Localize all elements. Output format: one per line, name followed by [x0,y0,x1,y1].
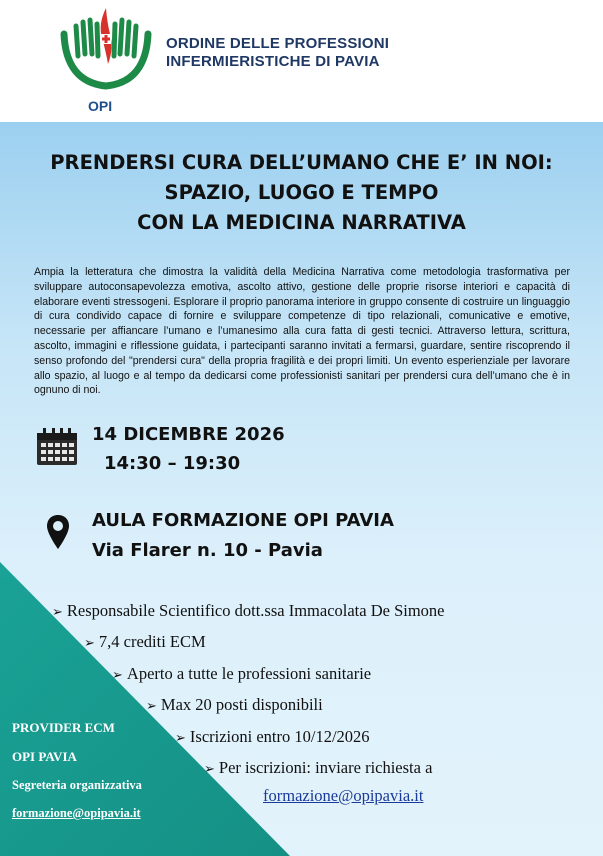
bullet-registration-deadline [175,727,370,747]
title-line-3: CON LA MEDICINA NARRATIVA [137,211,466,234]
bullet-text: 7,4 crediti ECM [98,632,206,651]
arrow-bullet-icon: ➢ [175,730,186,745]
bullet-text: Max 20 posti disponibili [160,695,323,714]
arrow-bullet-icon: ➢ [52,604,63,619]
event-title [0,148,603,238]
bullet-scientific-lead [52,601,445,621]
event-time: 14:30 – 19:30 [104,453,241,474]
event-description: Ampia la letteratura che dimostra la validità della Medicina Narrativa come metodologia trasformativa per sviluppare autoconsapevolezza emotiva, ascolto attivo, gestione delle proprie risorse interiori e capacità di elaborare eventi stressogeni. Esplorare il proprio panorama interiore in gruppo consente di costruire un linguaggio di cura condivido capace di fornire e sviluppare competenze di tipo relazionali, comunicative e emotive, necessarie per affiancare l’umano e l’umanesimo alla cura fatta di gesti tecnici. Attraverso lettura, scrittura, ascolto, immagini e riflessione guidata, i partecipanti saranno invitati a fermarsi, guardare, sentire riscoprendo il senso profondo del "prendersi cura" della propria fragilità e dei propri limiti. Un evento esperienziale per lavorare allo spazio, al luogo e al tempo da dedicarsi come professionisti sanitari per prendersi cura dell’umano che è in ognuno di noi. [34,266,570,397]
org-line-1: ORDINE DELLE PROFESSIONI [166,35,390,52]
bullet-text: Responsabile Scientifico dott.ssa Immacolata De Simone [66,601,445,620]
provider-label: PROVIDER ECM [12,720,115,735]
provider-name: OPI PAVIA [12,749,77,764]
organization-name [166,35,389,71]
bullet-max-seats [146,695,323,715]
arrow-bullet-icon: ➢ [84,635,95,650]
bullet-text: Aperto a tutte le professioni sanitarie [126,664,372,683]
bullet-text: Iscrizioni entro 10/12/2026 [189,727,370,746]
bullet-open-to [112,664,371,684]
logo-label: OPI [88,98,113,114]
event-venue: AULA FORMAZIONE OPI PAVIA [92,510,394,531]
calendar-icon [36,428,78,466]
title-line-1: PRENDERSI CURA DELL’UMANO CHE E’ IN NOI: [50,151,553,174]
arrow-bullet-icon: ➢ [204,761,215,776]
opi-logo [56,4,156,90]
bullet-registration-request [204,758,432,778]
event-date: 14 DICEMBRE 2026 [92,424,285,445]
bullet-ecm-credits [84,632,206,652]
secretariat-label: Segreteria organizzativa [12,778,142,792]
location-pin-icon [46,514,70,550]
registration-email-link[interactable]: formazione@opipavia.it [263,786,424,805]
bullet-text: Per iscrizioni: inviare richiesta a [218,758,433,777]
arrow-bullet-icon: ➢ [112,667,123,682]
event-address: Via Flarer n. 10 - Pavia [92,540,323,561]
header [0,0,603,122]
org-line-2: INFERMIERISTICHE DI PAVIA [166,53,380,70]
title-line-2: SPAZIO, LUOGO E TEMPO [164,181,439,204]
arrow-bullet-icon: ➢ [146,698,157,713]
provider-email-link[interactable]: formazione@opipavia.it [12,806,141,820]
